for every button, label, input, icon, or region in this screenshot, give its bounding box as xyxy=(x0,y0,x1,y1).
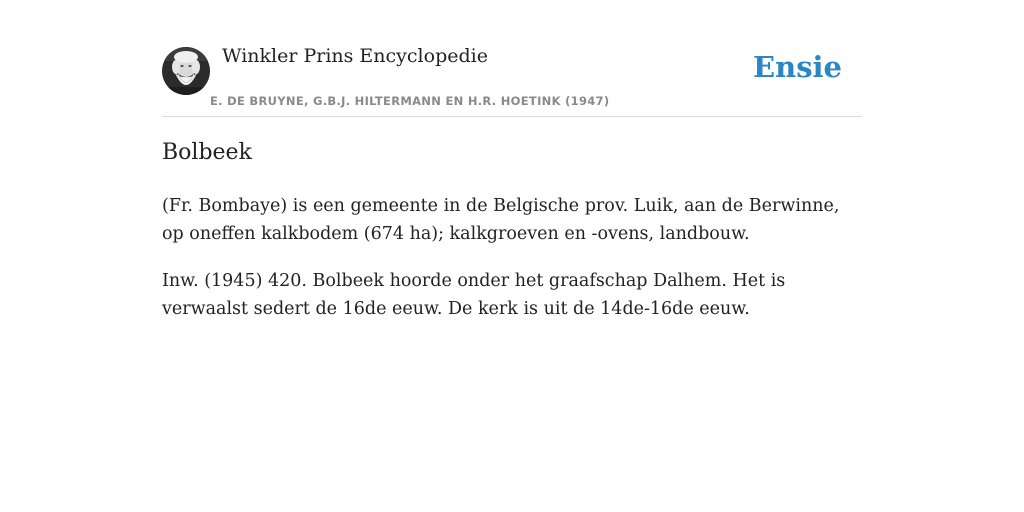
article-paragraph: Inw. (1945) 420. Bolbeek hoorde onder het graafschap Dalhem. Het is verwaalst sedert de 16de eeuw. De kerk is uit de 14de-16de eeuw. xyxy=(162,271,786,319)
site-title-link[interactable]: Winkler Prins Encyclopedie xyxy=(222,45,488,67)
article-paragraph: (Fr. Bombaye) is een gemeente in de Belgische prov. Luik, aan de Berwinne, op oneffen kalkbodem (674 ha); kalkgroeven en -ovens, landbouw. xyxy=(162,196,840,244)
header xyxy=(162,0,862,117)
author-portrait-avatar[interactable] xyxy=(162,47,210,95)
article-title: Bolbeek xyxy=(162,140,252,165)
portrait-image xyxy=(162,47,210,95)
ensie-logo-link[interactable]: Ensie xyxy=(753,50,842,84)
authors-credit: E. DE BRUYNE, G.B.J. HILTERMANN EN H.R. HOETINK (1947) xyxy=(210,94,610,108)
page xyxy=(162,0,862,512)
